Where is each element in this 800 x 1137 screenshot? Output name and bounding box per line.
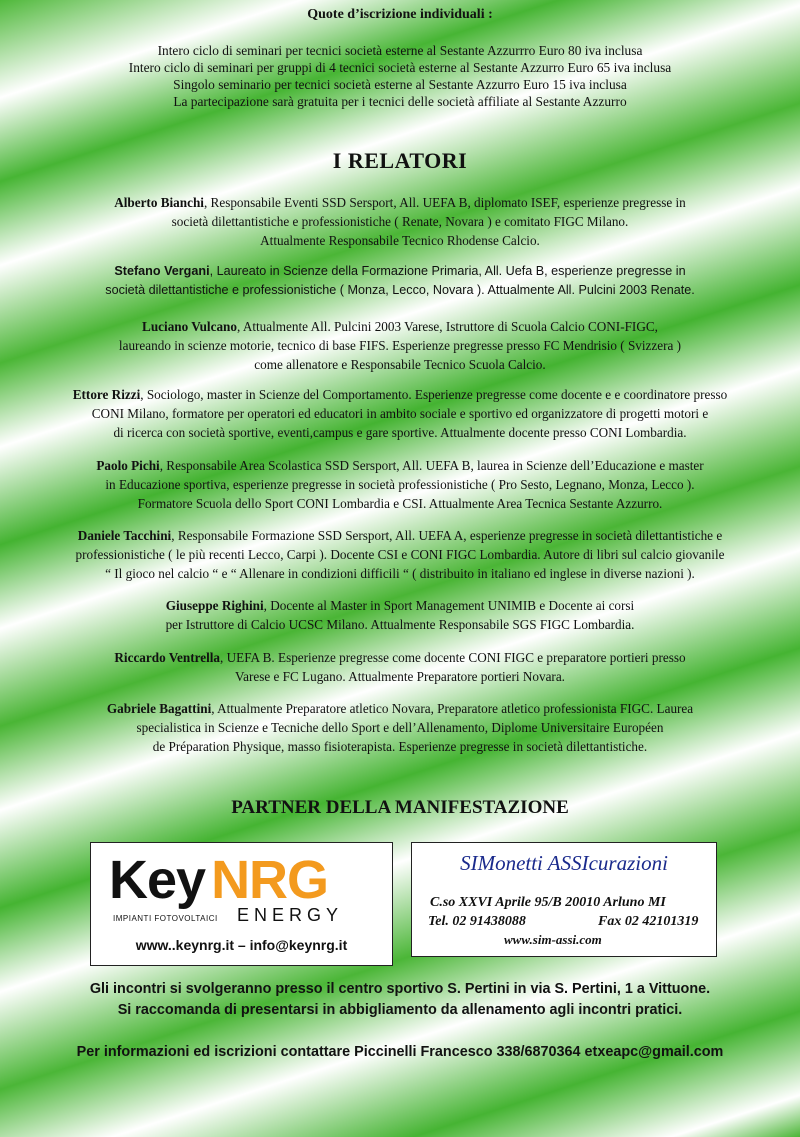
speaker-bio-line: Attualmente Responsabile Tecnico Rhodense Calcio. bbox=[260, 233, 540, 248]
speaker-bio-line: società dilettantistiche e professionistiche ( Renate, Novara ) e comitato FIGC Milano. bbox=[171, 214, 629, 229]
speaker-bio-line: laureando in scienze motorie, tecnico di base FIFS. Esperienze pregresse presso FC Mendrisio ( Svizzera ) bbox=[118, 338, 682, 353]
speaker-righini bbox=[0, 596, 800, 634]
logo-nrg-text: NRG bbox=[211, 850, 329, 910]
contact-info: Per informazioni ed iscrizioni contattare Piccinelli Francesco 338/6870364 etxeapc@gmail.com bbox=[76, 1044, 724, 1060]
fee-line: Intero ciclo di seminari per tecnici società esterne al Sestante Azzurrro Euro 80 iva inclusa bbox=[157, 43, 643, 58]
simonetti-tel: Tel. 02 91438088 bbox=[428, 914, 526, 929]
speaker-bio-line: CONI Milano, formatore per operatori ed educatori in ambito sociale e sportivo ed organizzatore di progetti motori e bbox=[91, 406, 709, 421]
speaker-bio-line: come allenatore e Responsabile Tecnico Scuola Calcio. bbox=[254, 357, 546, 372]
speaker-name: Giuseppe Righini bbox=[165, 598, 264, 613]
fee-line: Singolo seminario per tecnici società esterne al Sestante Azzurro Euro 15 iva inclusa bbox=[173, 77, 627, 92]
speaker-bio-line: , UEFA B. Esperienze pregresse come docente CONI FIGC e preparatore portieri presso bbox=[220, 650, 686, 665]
dress-code-line: Si raccomanda di presentarsi in abbigliamento da allenamento agli incontri pratici. bbox=[117, 1002, 683, 1018]
speaker-bio-line: , Responsabile Eventi SSD Sersport, All. UEFA B, diplomato ISEF, esperienze pregresse in bbox=[203, 195, 686, 210]
speaker-rizzi bbox=[0, 385, 800, 442]
speaker-bio-line: per Istruttore di Calcio UCSC Milano. Attualmente Responsabile SGS FIGC Lombardia. bbox=[165, 617, 635, 632]
speaker-vulcano bbox=[0, 317, 800, 374]
speaker-bio-line: di ricerca con società sportive, eventi,campus e gare sportive. Attualmente docente presso CONI Lombardia. bbox=[113, 425, 687, 440]
fees-title: Quote d’iscrizione individuali : bbox=[307, 7, 493, 22]
speaker-bio-line: , Attualmente All. Pulcini 2003 Varese, Istruttore di Scuola Calcio CONI-FIGC, bbox=[236, 319, 658, 334]
speaker-name: Paolo Pichi bbox=[96, 458, 160, 473]
simonetti-address: C.so XXVI Aprile 95/B 20010 Arluno MI bbox=[430, 895, 666, 910]
speaker-ventrella bbox=[0, 648, 800, 686]
keynrg-website: www..keynrg.it – info@keynrg.it bbox=[135, 937, 348, 953]
speaker-bio-line: società dilettantistiche e professionistiche ( Monza, Lecco, Novara ). Attualmente All. Pulcini 2003 Renate. bbox=[105, 283, 695, 297]
speaker-tacchini bbox=[0, 526, 800, 583]
speaker-name: Gabriele Bagattini bbox=[106, 701, 212, 716]
venue-line: Gli incontri si svolgeranno presso il centro sportivo S. Pertini in via S. Pertini, 1 a Vittuone. bbox=[89, 981, 711, 997]
simonetti-website: www.sim-assi.com bbox=[504, 932, 602, 947]
speaker-name: Riccardo Ventrella bbox=[114, 650, 221, 665]
speaker-name: Stefano Vergani bbox=[114, 264, 210, 278]
simonetti-partner-card bbox=[411, 842, 717, 957]
speaker-bio-line: , Docente al Master in Sport Management UNIMIB e Docente ai corsi bbox=[263, 598, 635, 613]
speaker-name: Luciano Vulcano bbox=[142, 319, 237, 334]
keynrg-logo bbox=[109, 849, 328, 911]
speaker-bio-line: , Laureato in Scienze della Formazione Primaria, All. Uefa B, esperienze pregresse in bbox=[209, 264, 686, 278]
speaker-bio-line: “ Il gioco nel calcio “ e “ Allenare in condizioni difficili “ ( distribuito in italiano ed inglese in diverse nazioni ). bbox=[105, 566, 695, 581]
fee-line: La partecipazione sarà gratuita per i tecnici delle società affiliate al Sestante Azzurro bbox=[173, 94, 627, 109]
speaker-bio-line: Varese e FC Lugano. Attualmente Preparatore portieri Novara. bbox=[235, 669, 565, 684]
fees-list bbox=[0, 42, 800, 110]
keynrg-subtitle: IMPIANTI FOTOVOLTAICI bbox=[113, 914, 218, 923]
speaker-bio-line: , Responsabile Area Scolastica SSD Sersport, All. UEFA B, laurea in Scienze dell’Educazione e master bbox=[159, 458, 704, 473]
speaker-bio-line: specialistica in Scienze e Tecniche dello Sport e dell’Allenamento, Diplome Universitaire Européen bbox=[136, 720, 664, 735]
logo-key-text: Key bbox=[109, 850, 206, 910]
fee-line: Intero ciclo di seminari per gruppi di 4 tecnici società esterne al Sestante Azzurro Euro 65 iva inclusa bbox=[128, 60, 672, 75]
partner-heading: PARTNER DELLA MANIFESTAZIONE bbox=[231, 797, 569, 818]
speaker-bagattini bbox=[0, 699, 800, 756]
speaker-vergani bbox=[0, 262, 800, 300]
speaker-name: Daniele Tacchini bbox=[77, 528, 172, 543]
venue-info bbox=[0, 979, 800, 1021]
speaker-bio-line: , Sociologo, master in Scienze del Comportamento. Esperienze pregresse come docente e e coordinatore presso bbox=[140, 387, 728, 402]
keynrg-energy: ENERGY bbox=[237, 905, 344, 925]
simonetti-name: SIMonetti ASSIcurazioni bbox=[460, 851, 668, 875]
speaker-bio-line: , Attualmente Preparatore atletico Novara, Preparatore atletico professionista FIGC. Laurea bbox=[211, 701, 694, 716]
speaker-bio-line: de Préparation Physique, masso fisioterapista. Esperienze pregresse in società dilettantistiche. bbox=[152, 739, 648, 754]
simonetti-fax: Fax 02 42101319 bbox=[598, 914, 699, 929]
speaker-name: Alberto Bianchi bbox=[114, 195, 204, 210]
relatori-heading: I RELATORI bbox=[332, 148, 468, 173]
speaker-bio-line: , Responsabile Formazione SSD Sersport, All. UEFA A, esperienze pregresse in società dilettantistiche e bbox=[171, 528, 723, 543]
speaker-bio-line: in Educazione sportiva, esperienze pregresse in società professionistiche ( Pro Sesto, Legnano, Monza, Lecco ). bbox=[105, 477, 695, 492]
speaker-bio-line: professionistiche ( le più recenti Lecco, Carpi ). Docente CSI e CONI FIGC Lombardia. Autore di libri sul calcio giovanile bbox=[75, 547, 725, 562]
keynrg-partner-card bbox=[90, 842, 393, 966]
speaker-bio-line: Formatore Scuola dello Sport CONI Lombardia e CSI. Attualmente Area Tecnica Sestante Azzurro. bbox=[137, 496, 663, 511]
speaker-name: Ettore Rizzi bbox=[72, 387, 141, 402]
speaker-bianchi bbox=[0, 193, 800, 250]
speaker-pichi bbox=[0, 456, 800, 513]
